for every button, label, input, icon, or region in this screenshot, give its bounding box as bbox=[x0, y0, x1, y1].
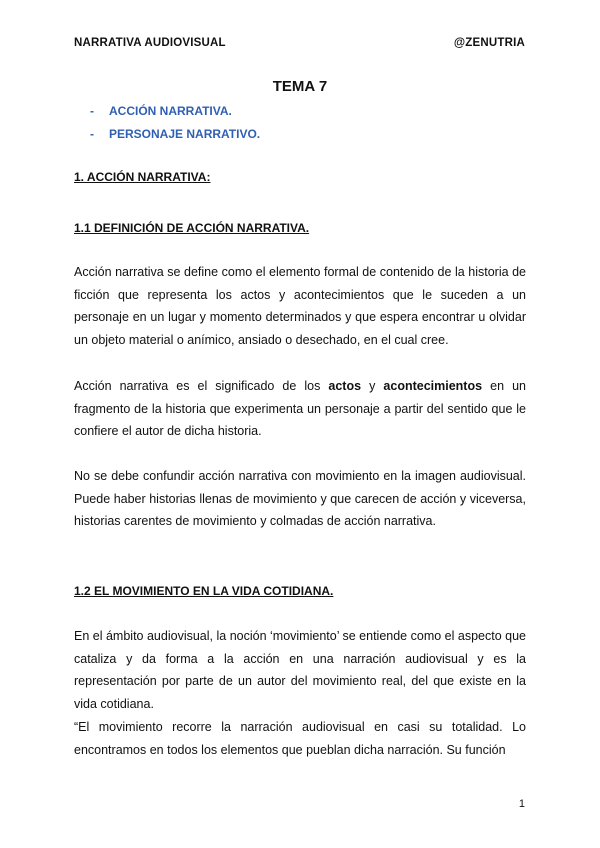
page-number: 1 bbox=[518, 798, 525, 810]
paragraph: Acción narrativa se define como el elemento formal de contenido de la historia de ficción que representa los actos y acontecimientos que le suceden a un personaje en un lugar y momento determinados y que espera encontrar u olvidar un objeto material o anímico, ansiado o desechado, en el cual cree. bbox=[74, 265, 526, 347]
bold-term: actos bbox=[328, 379, 362, 393]
subsection-heading: 1.1 DEFINICIÓN DE ACCIÓN NARRATIVA. bbox=[74, 221, 310, 235]
subsection-heading: 1.2 EL MOVIMIENTO EN LA VIDA COTIDIANA. bbox=[74, 584, 334, 598]
paragraph: No se debe confundir acción narrativa con movimiento en la imagen audiovisual. Puede haber historias llenas de movimiento y que carecen de acción y viceversa, historias carentes de movimiento y colmadas de acción narrativa. bbox=[74, 469, 526, 529]
toc-dash: - bbox=[90, 127, 94, 141]
toc-item-label: PERSONAJE NARRATIVO. bbox=[109, 127, 261, 141]
paragraph: En el ámbito audiovisual, la noción ‘movimiento’ se entiende como el aspecto que cataliza y da forma a la acción en una narración audiovisual y es la representación por parte de un autor del movimiento real, del que existe en la vida cotidiana. bbox=[74, 629, 526, 711]
toc-item-label: ACCIÓN NARRATIVA. bbox=[109, 104, 232, 118]
paragraph: “El movimiento recorre la narración audiovisual en casi su totalidad. Lo encontramos en todos los elementos que pueblan dicha narración. Su función bbox=[74, 720, 526, 757]
paragraph: Acción narrativa es el significado de los actos y acontecimientos en un fragmento de la historia que experimenta un personaje a partir del sentido que le confiere el autor de dicha historia. bbox=[74, 379, 526, 439]
toc-item bbox=[90, 104, 232, 118]
toc-item bbox=[90, 127, 260, 141]
page-title: TEMA 7 bbox=[272, 78, 328, 95]
header-author-handle: @ZENUTRIA bbox=[453, 37, 525, 49]
section-heading: 1. ACCIÓN NARRATIVA: bbox=[74, 170, 211, 184]
toc-dash: - bbox=[90, 104, 94, 118]
header-course-title: NARRATIVA AUDIOVISUAL bbox=[74, 37, 226, 49]
bold-term: acontecimientos bbox=[383, 379, 483, 393]
